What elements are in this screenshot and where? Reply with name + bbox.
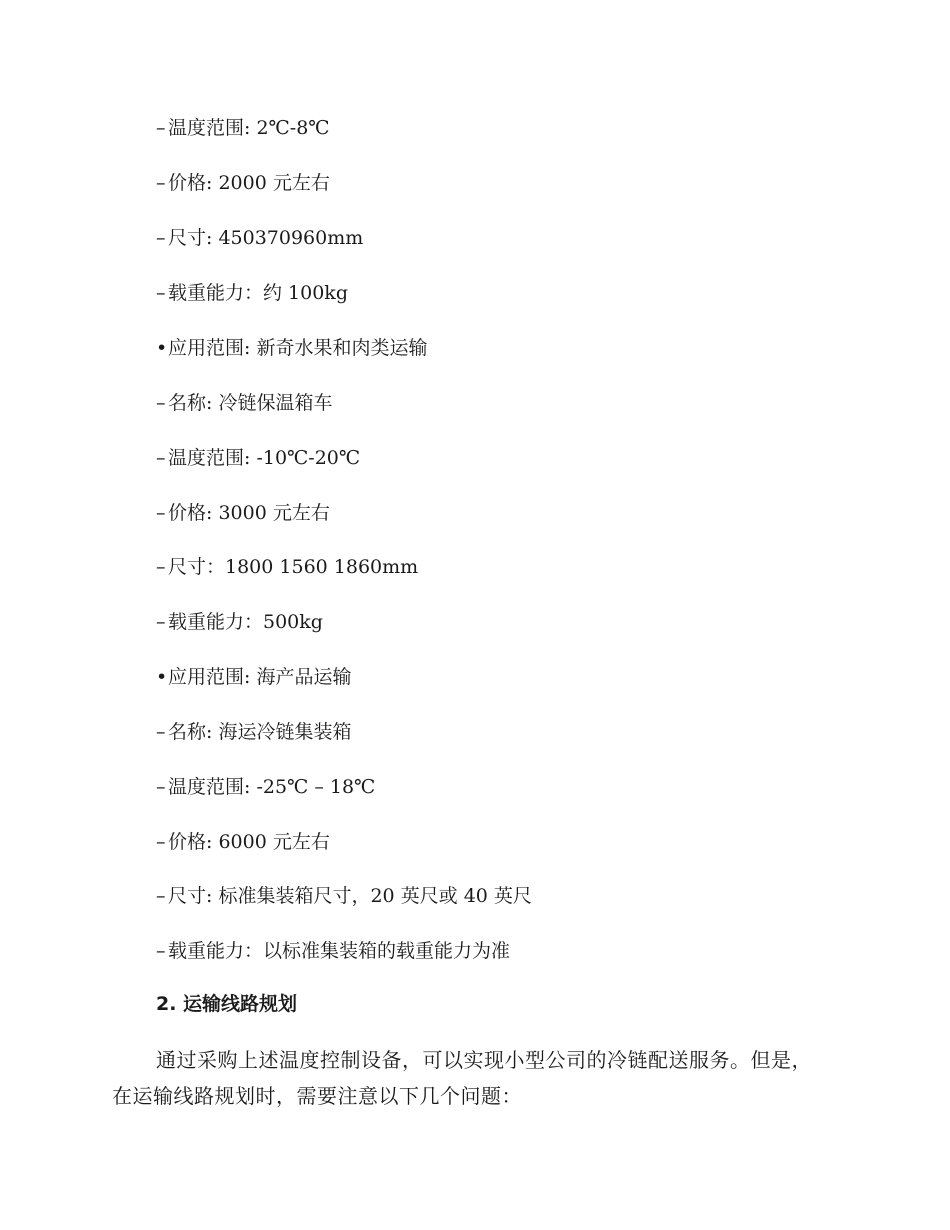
list-item-text: 名称: 冷链保温箱车 xyxy=(168,392,333,414)
list-marker: – xyxy=(156,282,166,304)
list-item-text: 载重能力：500kg xyxy=(168,611,323,633)
list-item-text: 价格: 6000 元左右 xyxy=(168,831,330,853)
list-item-text: 价格: 3000 元左右 xyxy=(168,502,330,524)
list-item xyxy=(156,664,351,690)
list-item xyxy=(156,829,330,855)
list-item xyxy=(156,938,510,964)
list-item xyxy=(156,115,330,141)
list-item-text: 应用范围: 海产品运输 xyxy=(168,666,352,688)
list-marker: – xyxy=(156,172,166,194)
list-marker: – xyxy=(156,611,166,633)
list-marker: – xyxy=(156,227,166,249)
list-marker: • xyxy=(156,666,168,688)
list-marker: – xyxy=(156,447,166,469)
list-item xyxy=(156,554,418,580)
list-item-text: 载重能力：约 100kg xyxy=(168,282,348,304)
list-marker: – xyxy=(156,776,166,798)
list-item-text: 价格: 2000 元左右 xyxy=(168,172,330,194)
list-marker: • xyxy=(156,337,168,359)
list-item xyxy=(156,280,348,306)
list-item xyxy=(156,774,375,800)
list-item-text: 尺寸: 标准集装箱尺寸，20 英尺或 40 英尺 xyxy=(168,885,532,907)
list-item xyxy=(156,225,363,251)
list-item-text: 名称: 海运冷链集装箱 xyxy=(168,721,352,743)
list-marker: – xyxy=(156,392,166,414)
list-marker: – xyxy=(156,831,166,853)
list-item-text: 载重能力：以标准集装箱的载重能力为准 xyxy=(168,940,511,962)
list-item-text: 温度范围: -10℃-20℃ xyxy=(168,447,361,469)
list-marker: – xyxy=(156,721,166,743)
list-item xyxy=(156,609,323,635)
list-item xyxy=(156,390,332,416)
list-item xyxy=(156,500,330,526)
list-item-text: 尺寸：1800 1560 1860mm xyxy=(168,556,419,578)
list-marker: – xyxy=(156,940,166,962)
list-item xyxy=(156,719,351,745)
list-item xyxy=(156,170,330,196)
list-item xyxy=(156,335,427,361)
list-marker: – xyxy=(156,117,166,139)
list-item xyxy=(156,883,532,909)
body-paragraph: 通过采购上述温度控制设备，可以实现小型公司的冷链配送服务。但是，在运输线路规划时，需要注意以下几个问题： xyxy=(112,1048,812,1108)
list-marker: – xyxy=(156,502,166,524)
list-item-text: 温度范围: -25℃ – 18℃ xyxy=(168,776,376,798)
list-marker: – xyxy=(156,885,166,907)
list-item xyxy=(156,445,360,471)
list-item-text: 应用范围: 新奇水果和肉类运输 xyxy=(168,337,428,359)
list-item-text: 尺寸: 450370960mm xyxy=(168,227,364,249)
list-marker: – xyxy=(156,556,166,578)
section-heading: 2. 运输线路规划 xyxy=(156,993,298,1015)
list-item-text: 温度范围: 2℃-8℃ xyxy=(168,117,330,139)
